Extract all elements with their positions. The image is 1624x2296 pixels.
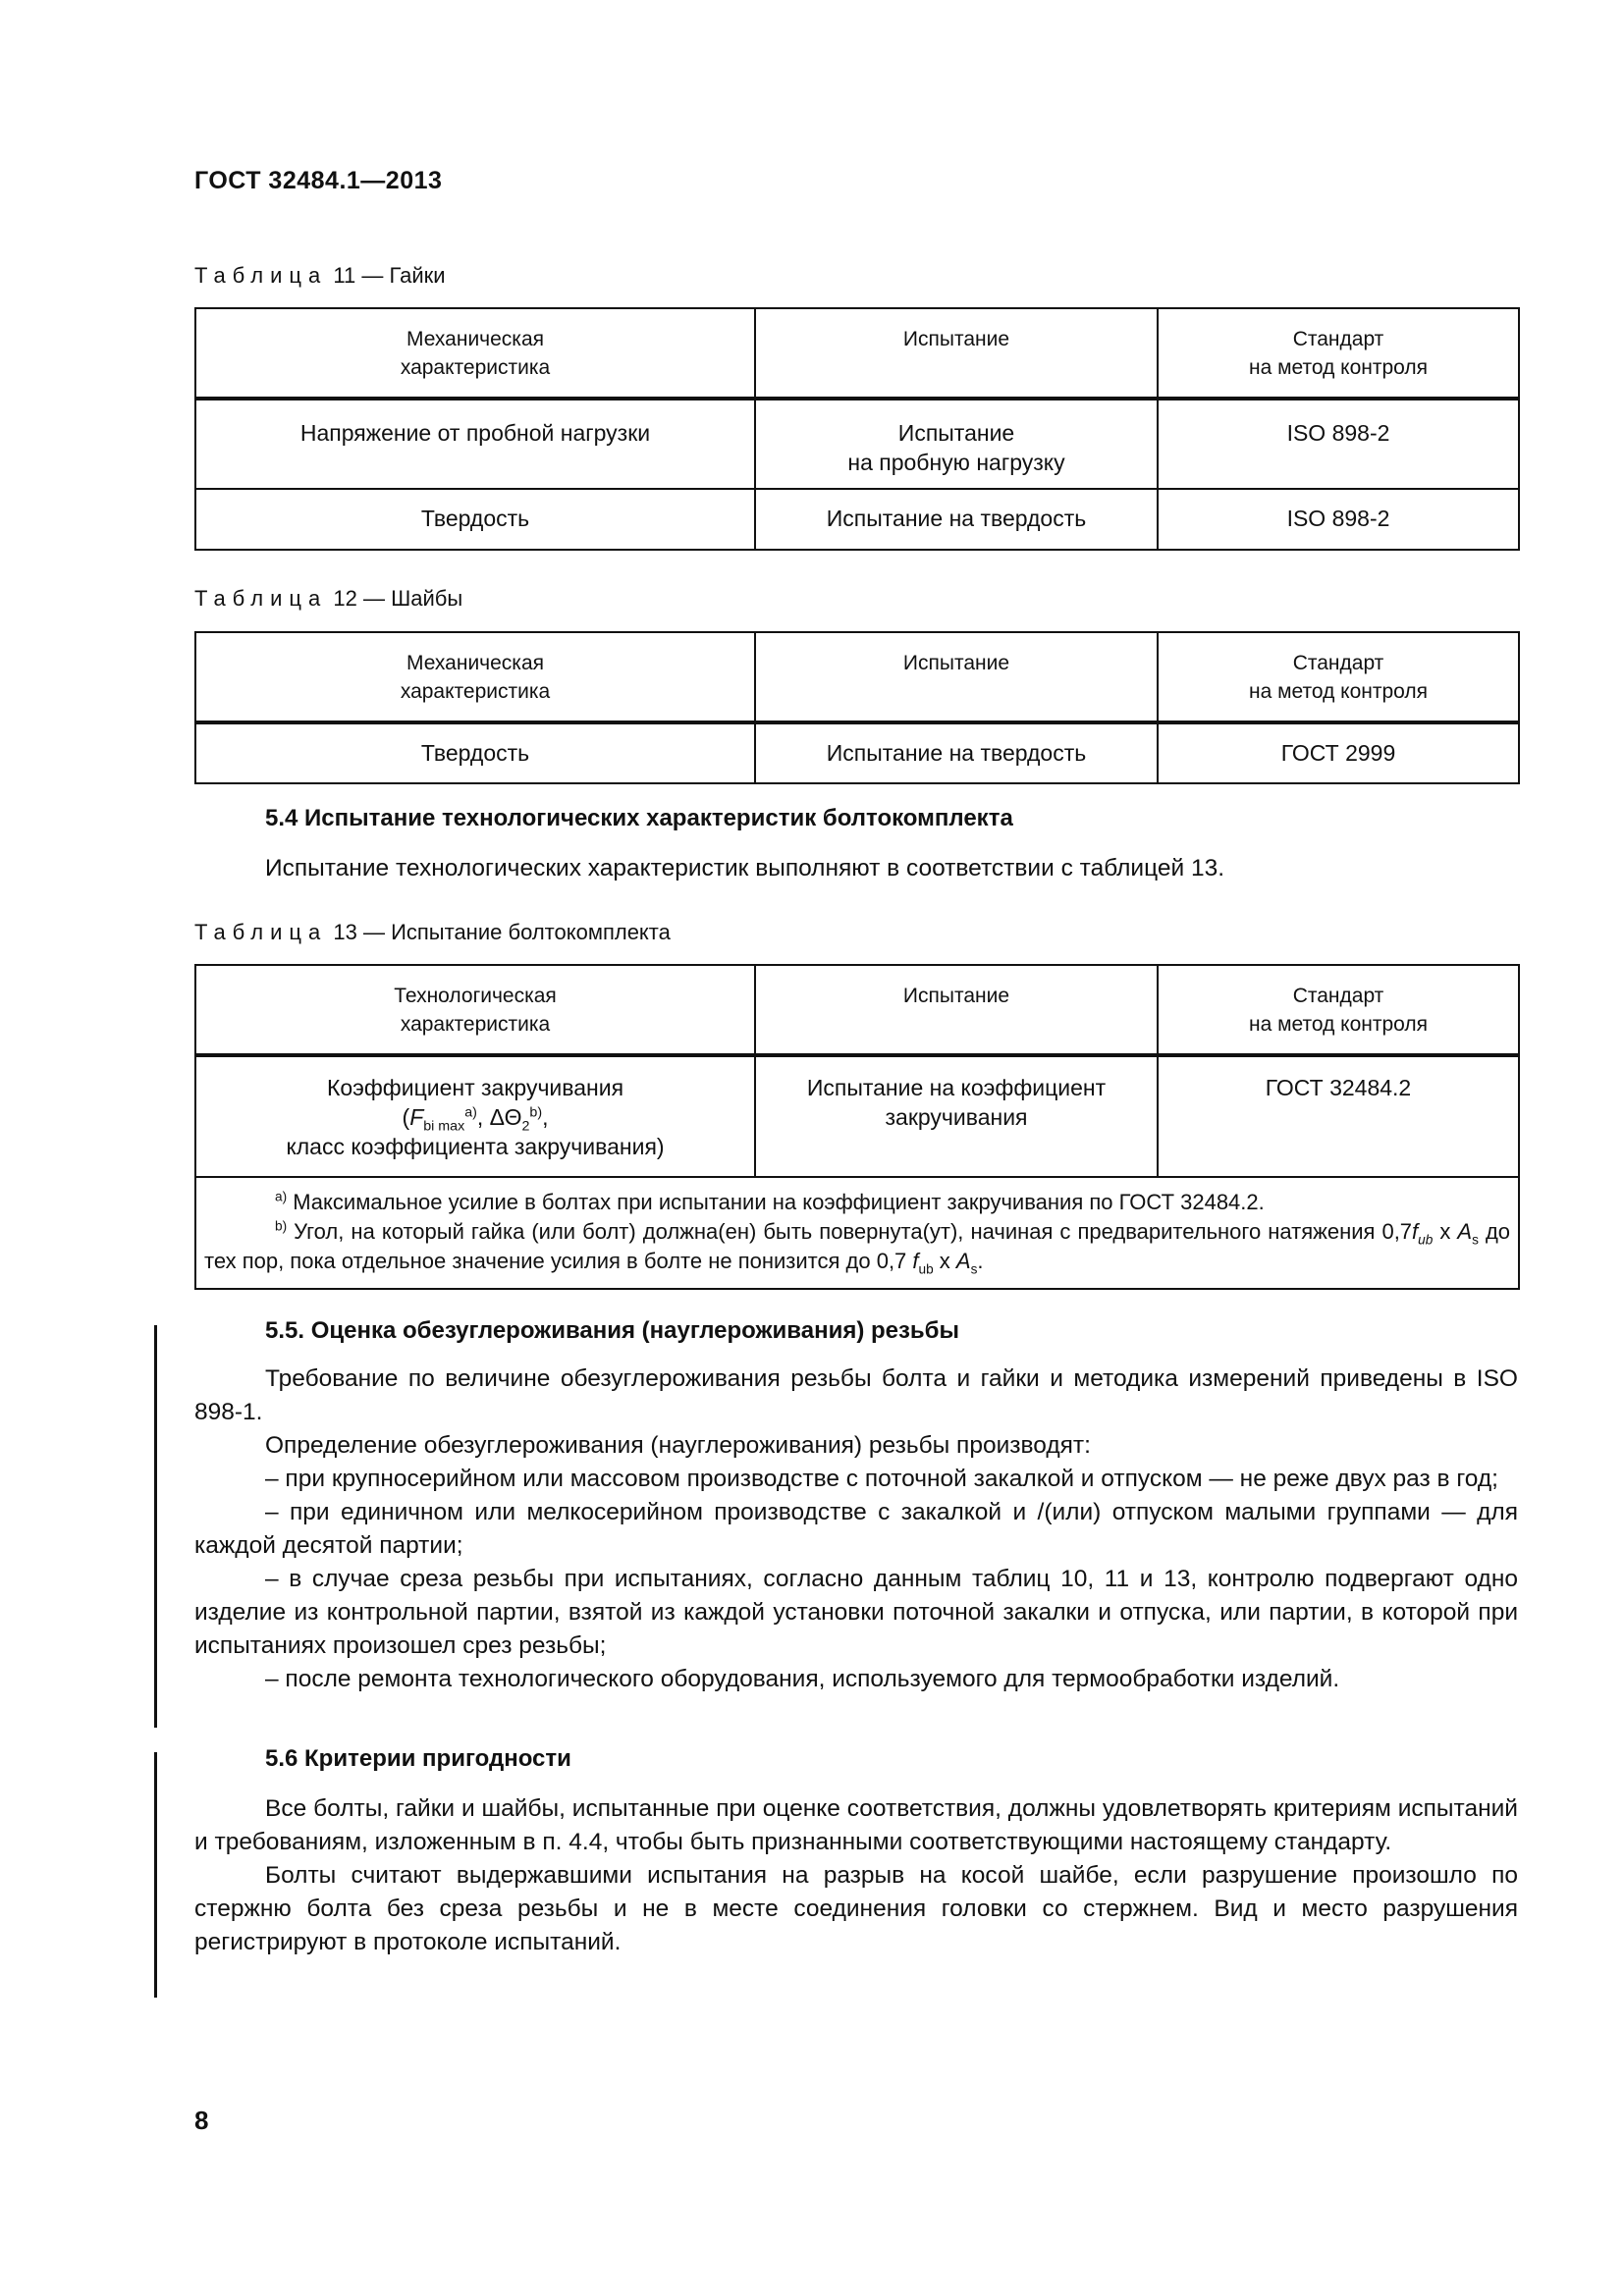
table-header-row [195,965,1519,1055]
cell-test: Испытание на коэффициент закручивания [755,1055,1158,1177]
section-5-4-heading: 5.4 Испытание технологических характеристик болтокомплекта [265,805,1013,831]
column-header-standard: Стандарт на метод контроля [1158,632,1519,722]
table-caption-text: 12 — Шайбы [327,586,463,611]
table-footnotes [195,1177,1519,1289]
section-5-6-heading: 5.6 Критерии пригодности [265,1745,571,1772]
table-header-row [195,632,1519,722]
cell-standard: ГОСТ 2999 [1158,722,1519,783]
cell-characteristic: Коэффициент закручивания ($F_{bi max}^{a)}$, $\Delta\Theta_2^{b)}$, класс коэффициента закручивания) [195,1055,755,1177]
paragraph: Определение обезуглероживания (науглероживания) резьбы производят: [265,1432,1091,1459]
list-item: – в случае среза резьбы при испытаниях, согласно данным таблиц 10, 11 и 13, контролю подвергают одно изделие из контрольной партии, взятой из каждой установки поточной закалки и отпуска, или партии, в которой при испытаниях произошел срез резьбы; [194,1566,1518,1659]
table-caption-word: Таблица [194,263,328,288]
paragraph: Болты считают выдержавшими испытания на разрыв на косой шайбе, если разрушение произошло по стержню болта без среза резьбы и не в месте соединения головки со стержнем. Вид и место разрушения регистрируют в протоколе испытаний. [194,1862,1518,1955]
cell-test: Испытание на пробную нагрузку [755,399,1158,489]
table-row [195,1055,1519,1177]
cell-test: Испытание на твердость [755,722,1158,783]
column-header-test: Испытание [755,632,1158,722]
cell-characteristic: Твердость [195,489,755,550]
column-header-characteristic: Механическая характеристика [195,308,755,399]
table-header-row [195,308,1519,399]
table-caption-text: 11 — Гайки [327,263,446,288]
page-number: 8 [194,2106,209,2135]
table-row [195,399,1519,489]
cell-characteristic: Напряжение от пробной нагрузки [195,399,755,489]
cell-standard: ISO 898-2 [1158,489,1519,550]
table-caption-word: Таблица [194,920,328,944]
section-5-5-body [194,1362,1518,1696]
column-header-standard: Стандарт на метод контроля [1158,308,1519,399]
table-12 [194,631,1520,784]
table-caption-word: Таблица [194,586,328,611]
footnote-a: $^{a)}$ Максимальное усилие в болтах при испытании на коэффициент закручивания по ГОСТ 32484.2. [275,1189,1265,1214]
table-11-caption [194,263,446,289]
column-header-standard: Стандарт на метод контроля [1158,965,1519,1055]
revision-change-bar [154,1325,157,1728]
footnote-b: $^{b)}$ Угол, на который гайка (или болт) должна(ен) быть повернута(ут), начиная с предварительного натяжения $0,7f_{ub}$ x $A_s$ до тех пор, пока отдельное значение усилия в болте не понизится до 0,7 $f_{ub}$ x $A_s$. [204,1218,1511,1277]
column-header-test: Испытание [755,965,1158,1055]
table-caption-text: 13 — Испытание болтокомплекта [327,920,671,944]
table-11 [194,307,1520,551]
column-header-test: Испытание [755,308,1158,399]
document-header: ГОСТ 32484.1—2013 [194,167,443,194]
cell-test: Испытание на твердость [755,489,1158,550]
list-item: – после ремонта технологического оборудования, используемого для термообработки изделий. [265,1666,1340,1692]
revision-change-bar [154,1752,157,1998]
table-13 [194,964,1520,1290]
table-row [195,489,1519,550]
cell-standard: ISO 898-2 [1158,399,1519,489]
list-item: – при крупносерийном или массовом производстве с поточной закалкой и отпуском — не реже двух раз в год; [265,1466,1498,1492]
cell-characteristic: Твердость [195,722,755,783]
table-12-caption [194,586,462,612]
column-header-characteristic: Технологическая характеристика [195,965,755,1055]
paragraph: Требование по величине обезуглероживания резьбы болта и гайки и методика измерений приведены в ISO 898-1. [194,1365,1518,1425]
table-13-caption [194,920,671,945]
column-header-characteristic: Механическая характеристика [195,632,755,722]
section-5-6-body [194,1792,1518,1959]
table-notes-row [195,1177,1519,1289]
section-5-4-text: Испытание технологических характеристик выполняют в соответствии с таблицей 13. [265,855,1225,881]
list-item: – при единичном или мелкосерийном производстве с закалкой и /(или) отпуском малыми группами — для каждой десятой партии; [194,1499,1518,1559]
section-5-5-heading: 5.5. Оценка обезуглероживания (науглероживания) резьбы [265,1317,960,1344]
table-row [195,722,1519,783]
cell-standard: ГОСТ 32484.2 [1158,1055,1519,1177]
paragraph: Все болты, гайки и шайбы, испытанные при оценке соответствия, должны удовлетворять критериям испытаний и требованиям, изложенным в п. 4.4, чтобы быть признанными соответствующими настоящему стандарту. [194,1795,1518,1855]
